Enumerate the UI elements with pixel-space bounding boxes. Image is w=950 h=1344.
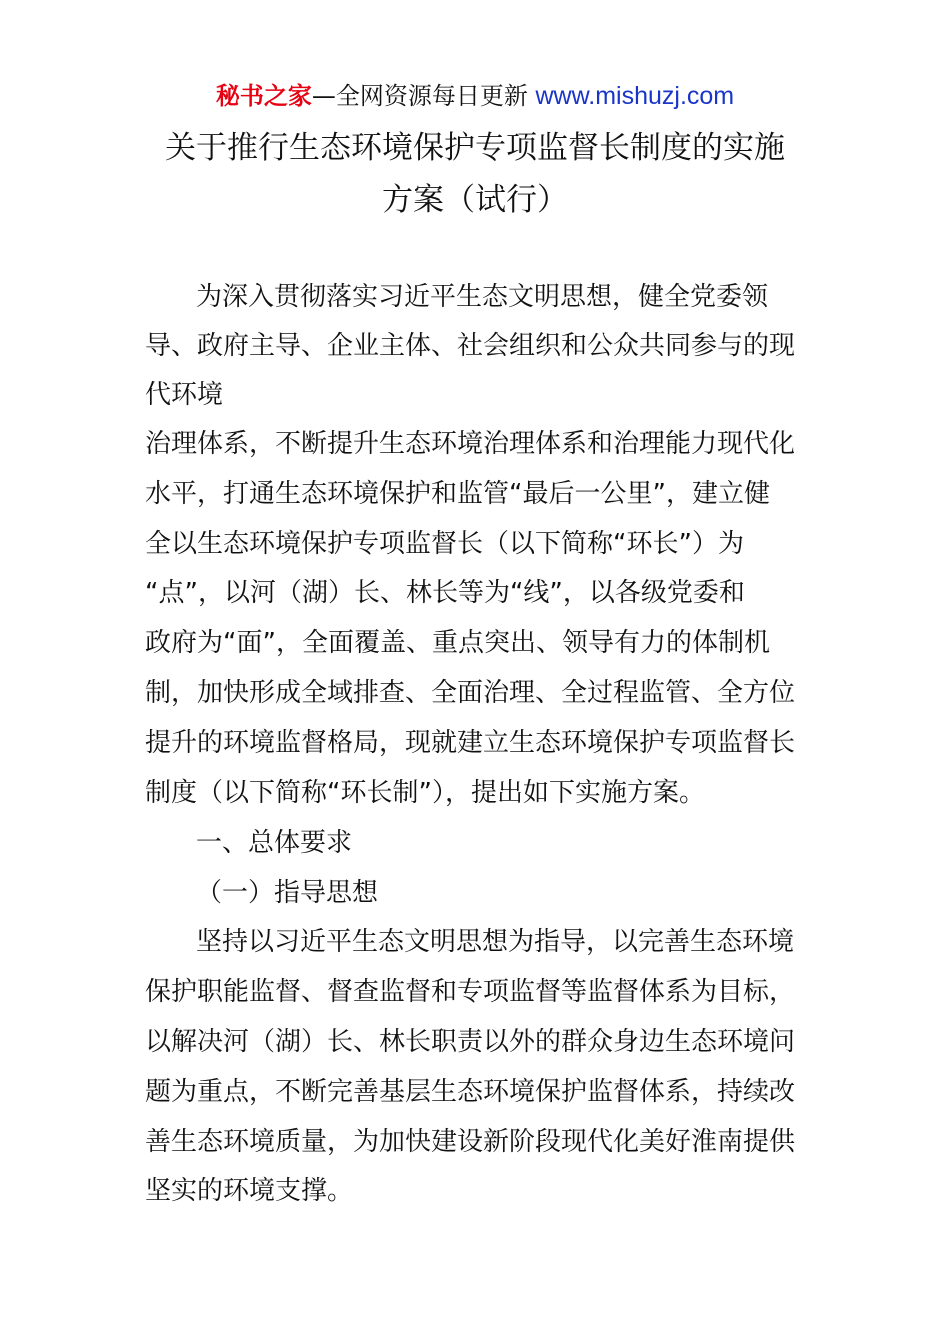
paragraph-line: 导、政府主导、企业主体、社会组织和公众共同参与的现 <box>145 331 796 361</box>
document-title-line-2: 方案（试行） <box>382 182 568 218</box>
subsection-heading: （一）指导思想 <box>196 878 379 908</box>
paragraph-line: 为深入贯彻落实习近平生态文明思想，健全党委领 <box>196 282 769 312</box>
paragraph-line: 水平，打通生态环境保护和监管“最后一公里”，建立健 <box>145 479 770 509</box>
section-heading: 一、总体要求 <box>196 828 353 858</box>
brand-name: 秘书之家 <box>215 82 312 110</box>
paragraph-line: 制，加快形成全域排查、全面治理、全过程监管、全方位 <box>145 678 796 708</box>
paragraph-line: 保护职能监督、督查监督和专项监督等监督体系为目标， <box>145 977 796 1007</box>
paragraph-line: 代环境 <box>145 380 224 410</box>
document-title-line-1: 关于推行生态环境保护专项监督长制度的实施 <box>165 130 785 166</box>
paragraph-line: 制度（以下简称“环长制”），提出如下实施方案。 <box>145 778 705 808</box>
paragraph-line: 坚实的环境支撑。 <box>145 1176 354 1206</box>
paragraph-line: 政府为“面”，全面覆盖、重点突出、领导有力的体制机 <box>145 628 770 658</box>
site-url-link[interactable]: www.mishuzj.com <box>535 82 735 110</box>
paragraph-line: 提升的环境监督格局，现就建立生态环境保护专项监督长 <box>145 728 796 758</box>
paragraph-line: 以解决河（湖）长、林长职责以外的群众身边生态环境问 <box>145 1027 796 1057</box>
paragraph-line: 治理体系，不断提升生态环境治理体系和治理能力现代化 <box>145 429 796 459</box>
paragraph-line: 善生态环境质量，为加快建设新阶段现代化美好淮南提供 <box>145 1127 796 1157</box>
header-tagline: —全网资源每日更新 <box>311 82 536 110</box>
paragraph-line: 题为重点，不断完善基层生态环境保护监督体系，持续改 <box>145 1077 796 1107</box>
paragraph-line: 全以生态环境保护专项监督长（以下简称“环长”）为 <box>145 529 744 559</box>
paragraph-line: 坚持以习近平生态文明思想为指导，以完善生态环境 <box>196 927 795 957</box>
paragraph-line: “点”，以河（湖）长、林长等为“线”，以各级党委和 <box>145 578 745 608</box>
site-header <box>0 80 950 112</box>
